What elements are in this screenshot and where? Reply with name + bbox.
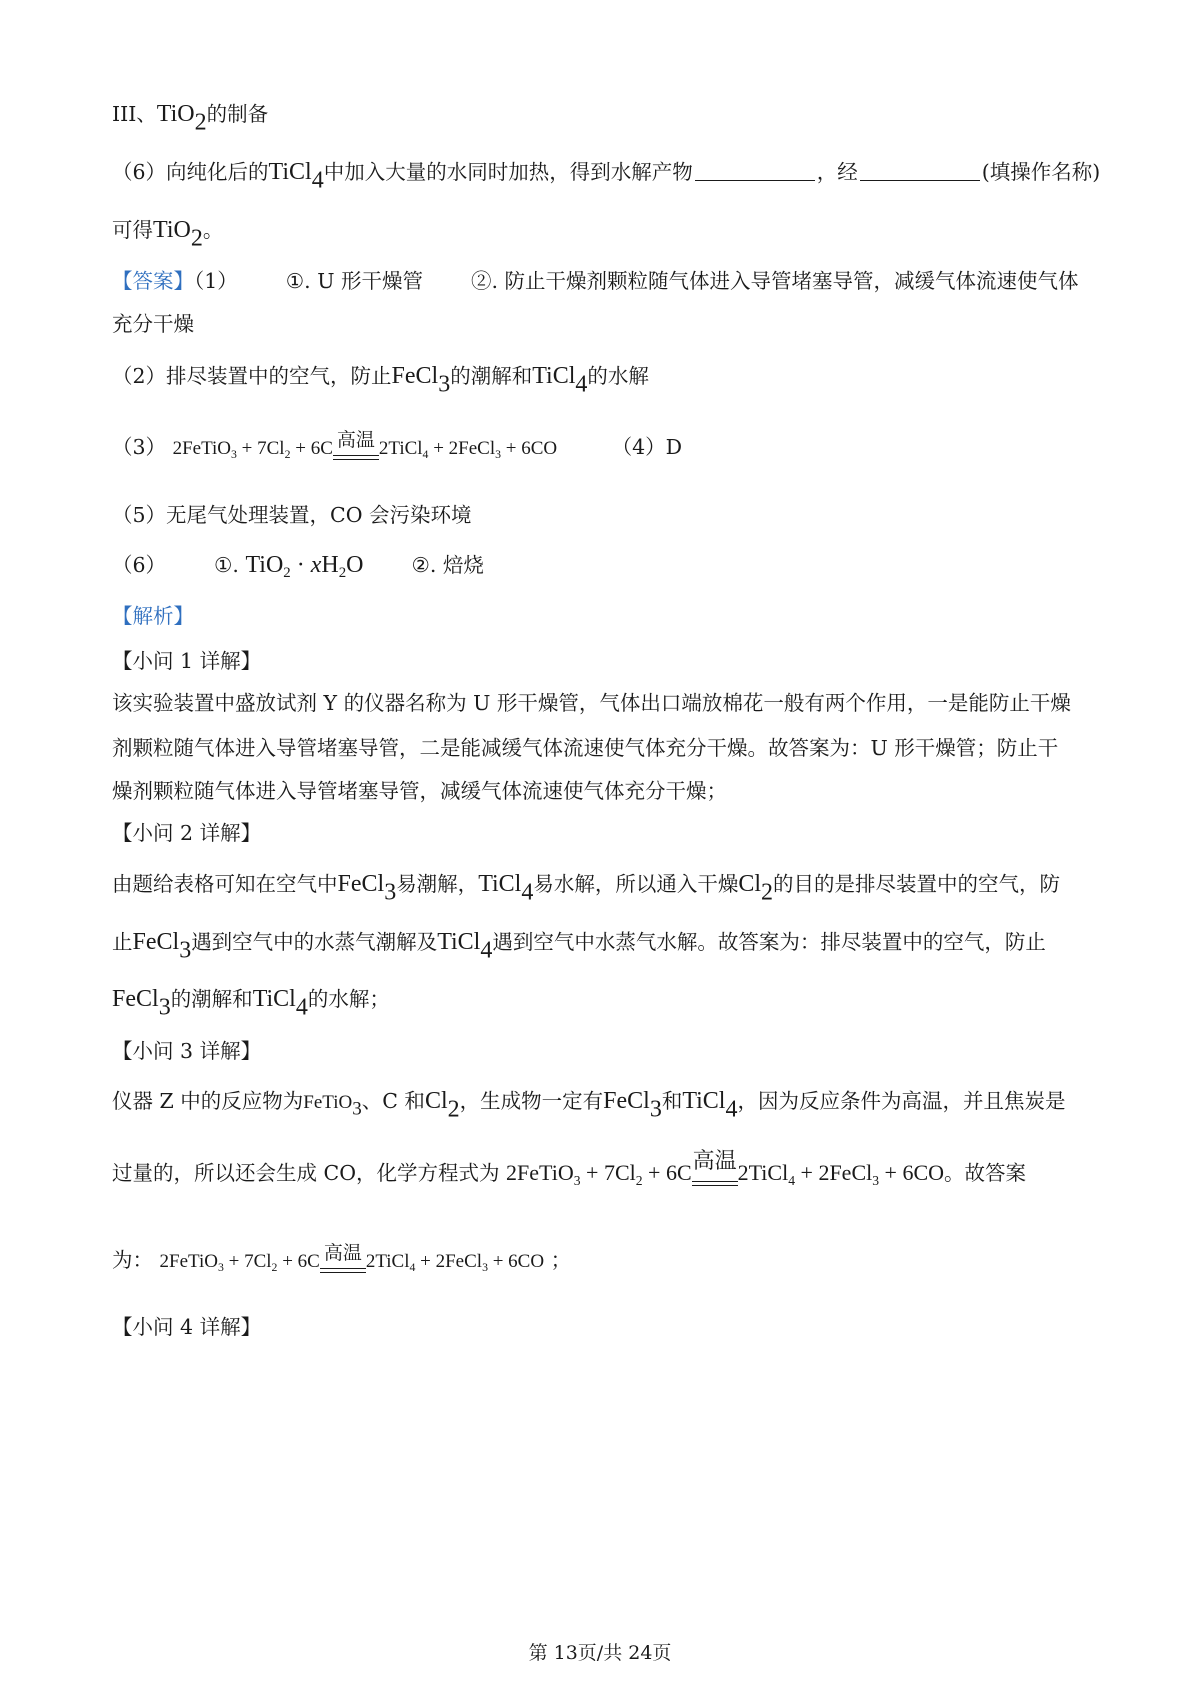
subq1-text-2: 剂颗粒随气体进入导管堵塞导管，二是能减缓气体流速使气体充分干燥。故答案为：U 形干燥管；防止干 bbox=[112, 736, 1059, 760]
answer-1-cont: 充分干燥 bbox=[112, 312, 194, 336]
answer-label: 【答案】 bbox=[112, 269, 194, 293]
subq4-heading: 【小问 4 详解】 bbox=[112, 1315, 262, 1339]
equation: 2FeTiO$_3$ + $7Cl_2 + 6C$ 高温 2TiCl$_4$ + 2FeCl$_3$ + 6CO bbox=[159, 1242, 545, 1275]
subq1-text-1: 该实验装置中盛放试剂 Y 的仪器名称为 U 形干燥管，气体出口端放棉花一般有两个作用，一是能防止干燥 bbox=[112, 691, 1071, 715]
subq3-text-1: 仪器 Z 中的反应物为FeTiO$_3$、C 和$Cl_2$，生成物一定有FeCl$_3$和TiCl$_4$，因为反应条件为高温，并且焦炭是 bbox=[112, 1088, 1066, 1123]
answer-5: （5）无尾气处理装置，CO 会污染环境 bbox=[112, 503, 472, 527]
answer-blank-1 bbox=[695, 158, 815, 181]
high-temp-arrow: 高温 bbox=[692, 1177, 738, 1186]
subq1-text-3: 燥剂颗粒随气体进入导管堵塞导管，减缓气体流速使气体充分干燥； bbox=[112, 779, 727, 803]
analysis-label: 【解析】 bbox=[112, 604, 194, 628]
answer-6: （6） ①. $TiO_2 \cdot xH_2O$ ②. 焙烧 bbox=[112, 552, 484, 582]
equation-large: 2FeTiO$_3$ + $7Cl_2 + 6C$ 高温 2TiCl$_4$ + 2FeCl$_3$ + 6CO bbox=[506, 1149, 945, 1188]
section-title: III、TiO$_2$的制备 bbox=[112, 101, 269, 136]
subq3-heading: 【小问 3 详解】 bbox=[112, 1039, 262, 1063]
question-6-line2: 可得TiO$_2$。 bbox=[112, 217, 224, 252]
answer-3-4: （3） 2FeTiO$_3$ + $7Cl_2 + 6C$ 高温 2TiCl$_4$ + 2FeCl$_3$ + 6CO （4）D bbox=[112, 429, 683, 462]
page-footer: 第 13页/共 24页 bbox=[528, 1642, 672, 1664]
answer-blank-2 bbox=[860, 158, 980, 181]
question-6-line1: （6）向纯化后的TiCl$_4$中加入大量的水同时加热，得到水解产物 ，经 (填操作名称) bbox=[112, 159, 1101, 194]
high-temp-arrow: 高温 bbox=[320, 1264, 366, 1273]
subq2-heading: 【小问 2 详解】 bbox=[112, 821, 262, 845]
subq3-text-2: 过量的，所以还会生成 CO，化学方程式为 2FeTiO$_3$ + $7Cl_2 + 6C$ 高温 2TiCl$_4$ + 2FeCl$_3$ + 6CO。故答案 bbox=[112, 1149, 1027, 1188]
subq1-heading: 【小问 1 详解】 bbox=[112, 649, 262, 673]
answer-2: （2）排尽装置中的空气，防止FeCl$_3$的潮解和TiCl$_4$的水解 bbox=[112, 363, 649, 398]
high-temp-arrow: 高温 bbox=[333, 451, 379, 460]
subq3-text-3: 为： 2FeTiO$_3$ + $7Cl_2 + 6C$ 高温 2TiCl$_4$ + 2FeCl$_3$ + 6CO ； bbox=[112, 1242, 572, 1275]
subq2-text-2: 止FeCl$_3$遇到空气中的水蒸气潮解及TiCl$_4$遇到空气中水蒸气水解。故答案为：排尽装置中的空气，防止 bbox=[112, 929, 1046, 964]
answer-1: 【答案】（1） ①. U 形干燥管 ②. 防止干燥剂颗粒随气体进入导管堵塞导管，减缓气体流速使气体 bbox=[112, 269, 1079, 293]
equation: 2FeTiO$_3$ + $7Cl_2 + 6C$ 高温 2TiCl$_4$ + 2FeCl$_3$ + 6CO bbox=[172, 429, 558, 462]
subq2-text-1: 由题给表格可知在空气中FeCl$_3$易潮解，TiCl$_4$易水解，所以通入干燥$Cl_2$的目的是排尽装置中的空气，防 bbox=[112, 871, 1061, 906]
subq2-text-3: FeCl$_3$的潮解和TiCl$_4$的水解； bbox=[112, 986, 390, 1021]
